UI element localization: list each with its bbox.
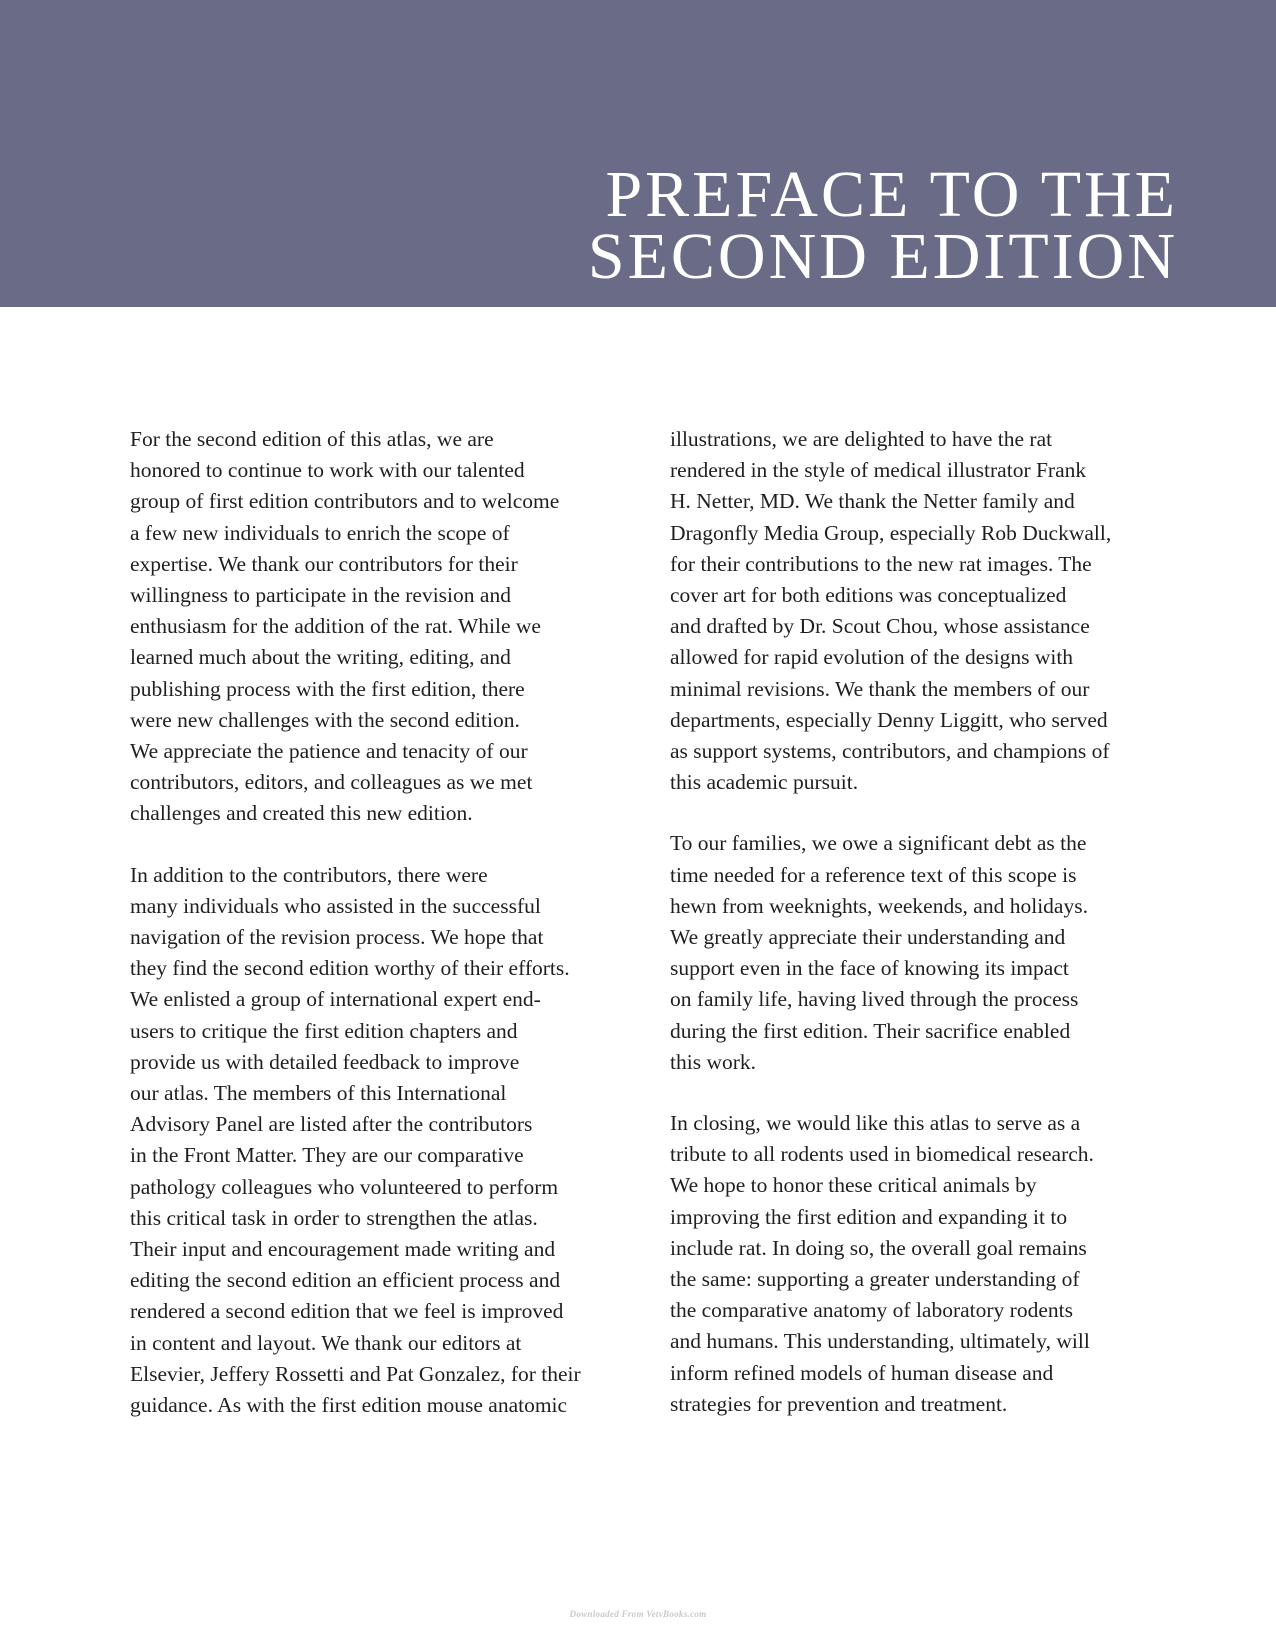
text-line: Their input and encouragement made writing and (130, 1237, 556, 1262)
text-line: honored to continue to work with our talented (130, 458, 525, 483)
text-line: on family life, having lived through the process (670, 987, 1079, 1012)
text-line: a few new individuals to enrich the scope of (130, 520, 510, 545)
text-line: group of first edition contributors and to welcome (130, 489, 560, 514)
text-line: learned much about the writing, editing, and (130, 645, 511, 670)
text-line: in content and layout. We thank our editors at (130, 1330, 522, 1355)
text-line: publishing process with the first edition, there (130, 676, 525, 701)
text-line: We greatly appreciate their understanding and (670, 925, 1066, 950)
text-line: guidance. As with the first edition mouse anatomic (130, 1393, 568, 1418)
text-line: they find the second edition worthy of their efforts. (130, 956, 570, 981)
text-line: Advisory Panel are listed after the contributors (130, 1112, 533, 1137)
text-line: tribute to all rodents used in biomedical research. (670, 1142, 1094, 1167)
text-line: many individuals who assisted in the successful (130, 893, 541, 918)
text-line: this work. (670, 1049, 756, 1074)
page-title-line: SECOND EDITION (587, 220, 1178, 293)
text-line: as support systems, contributors, and champions of (670, 739, 1110, 764)
text-line: include rat. In doing so, the overall goal remains (670, 1235, 1087, 1260)
header-band (0, 0, 1276, 307)
text-line: allowed for rapid evolution of the designs with (670, 645, 1074, 670)
text-line: in the Front Matter. They are our comparative (130, 1143, 524, 1168)
footer-watermark: Downloaded From VetvBooks.com (569, 1609, 707, 1619)
text-line: and drafted by Dr. Scout Chou, whose assistance (670, 614, 1090, 639)
text-line: during the first edition. Their sacrifice enabled (670, 1018, 1071, 1043)
text-line: rendered in the style of medical illustrator Frank (670, 458, 1087, 483)
text-line: hewn from weeknights, weekends, and holidays. (670, 893, 1088, 918)
text-line: support even in the face of knowing its impact (670, 956, 1069, 981)
text-line: In closing, we would like this atlas to serve as a (670, 1111, 1081, 1136)
text-line: willingness to participate in the revision and (130, 583, 511, 608)
page-title-line: PREFACE TO THE (605, 158, 1178, 231)
text-line: cover art for both editions was conceptualized (670, 583, 1067, 608)
text-line: and humans. This understanding, ultimately, will (670, 1329, 1090, 1354)
text-line: strategies for prevention and treatment. (670, 1391, 1008, 1416)
text-line: improving the first edition and expanding it to (670, 1204, 1068, 1229)
text-line: We appreciate the patience and tenacity of our (130, 739, 528, 764)
text-line: were new challenges with the second edition. (130, 707, 520, 732)
text-line: pathology colleagues who volunteered to perform (130, 1174, 559, 1199)
text-line: for their contributions to the new rat images. The (670, 551, 1092, 576)
text-line: challenges and created this new edition. (130, 801, 473, 826)
text-line: We enlisted a group of international expert end- (130, 987, 541, 1012)
text-line: departments, especially Denny Liggitt, who served (670, 707, 1108, 732)
text-line: enthusiasm for the addition of the rat. While we (130, 614, 541, 639)
text-line: To our families, we owe a significant debt as the (670, 831, 1087, 856)
text-line: time needed for a reference text of this scope is (670, 862, 1077, 887)
text-line: inform refined models of human disease and (670, 1360, 1054, 1385)
text-line: H. Netter, MD. We thank the Netter family and (670, 489, 1075, 514)
text-line: In addition to the contributors, there were (130, 862, 488, 887)
text-line: this critical task in order to strengthen the atlas. (130, 1205, 538, 1230)
text-line: this academic pursuit. (670, 770, 859, 795)
text-line: the same: supporting a greater understanding of (670, 1267, 1080, 1292)
paragraph (670, 828, 1190, 1078)
text-line: editing the second edition an efficient process and (130, 1268, 561, 1293)
text-line: navigation of the revision process. We hope that (130, 925, 544, 950)
text-line: illustrations, we are delighted to have the rat (670, 427, 1053, 451)
text-line: our atlas. The members of this International (130, 1081, 507, 1106)
page-title (587, 158, 1178, 293)
text-line: For the second edition of this atlas, we are (130, 427, 494, 451)
text-line: Dragonfly Media Group, especially Rob Duckwall, (670, 520, 1112, 545)
text-line: minimal revisions. We thank the members of our (670, 676, 1090, 701)
paragraph (670, 1108, 1190, 1420)
text-line: contributors, editors, and colleagues as we met (130, 770, 533, 795)
right-column (670, 424, 1190, 1450)
left-column (130, 424, 650, 1451)
paragraph (130, 860, 650, 1422)
paragraph (670, 424, 1190, 798)
text-line: We hope to honor these critical animals by (670, 1173, 1037, 1198)
text-line: the comparative anatomy of laboratory rodents (670, 1298, 1073, 1323)
paragraph (130, 424, 650, 830)
text-line: Elsevier, Jeffery Rossetti and Pat Gonzalez, for their (130, 1361, 581, 1386)
text-line: expertise. We thank our contributors for their (130, 551, 518, 576)
text-line: users to critique the first edition chapters and (130, 1018, 518, 1043)
text-line: provide us with detailed feedback to improve (130, 1049, 520, 1074)
text-line: rendered a second edition that we feel is improved (130, 1299, 564, 1324)
